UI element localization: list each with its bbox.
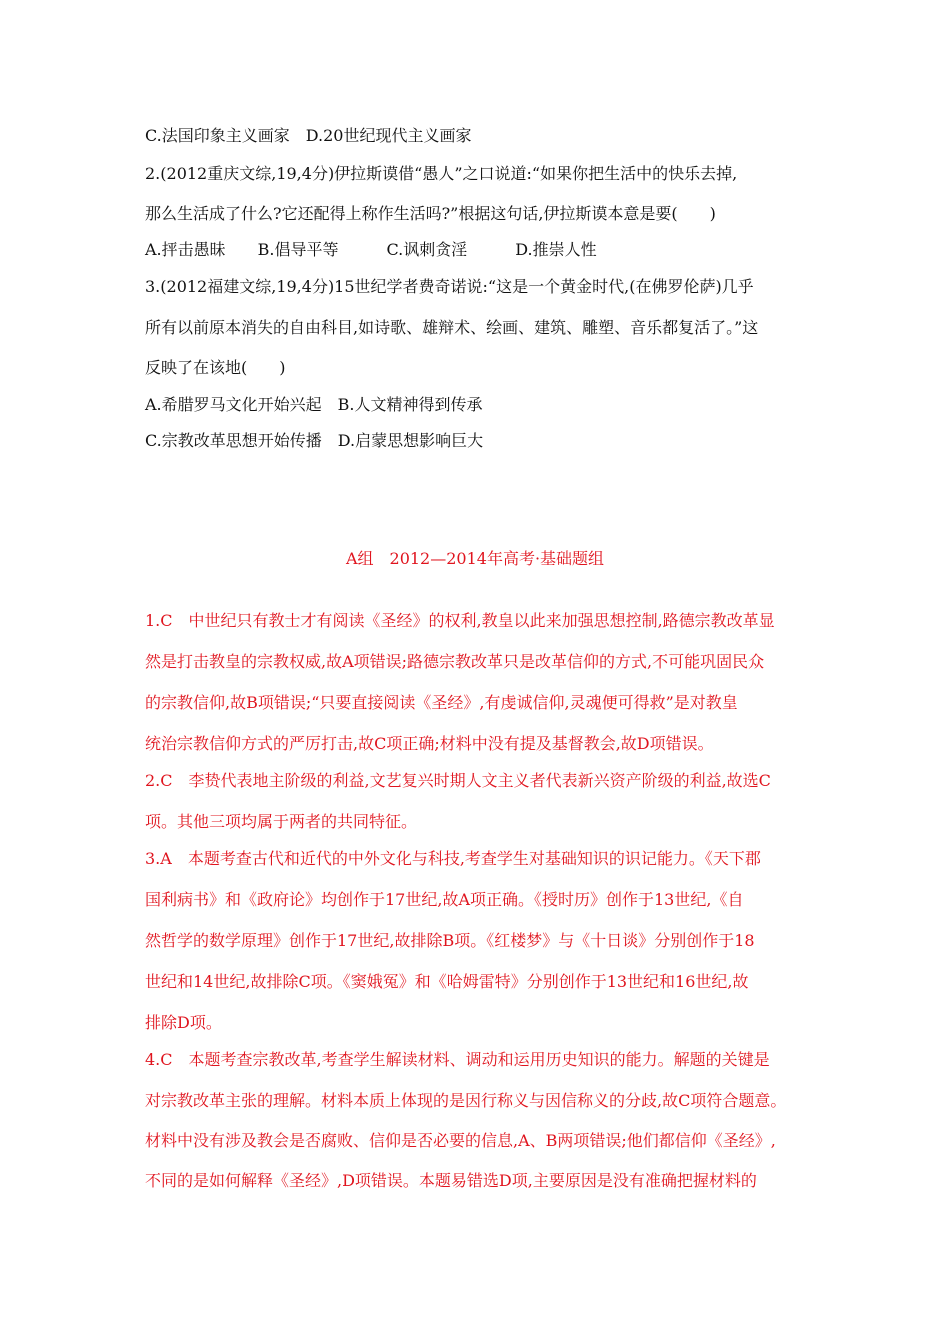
q2-stem-line1: 2.(2012重庆文综,19,4分)伊拉斯谟借“愚人”之口说道:“如果你把生活中的快乐去掉, [145,164,738,183]
q3-options-ab: A.希腊罗马文化开始兴起 B.人文精神得到传承 [145,395,483,414]
answer-1-line: 统治宗教信仰方式的严厉打击,故C项正确;材料中没有提及基督教会,故D项错误。 [145,734,714,753]
answer-4-line: 对宗教改革主张的理解。材料本质上体现的是因行称义与因信称义的分歧,故C项符合题意。 [145,1091,787,1110]
q3-stem-line1: 3.(2012福建文综,19,4分)15世纪学者费奇诺说:“这是一个黄金时代,(在佛罗伦萨)几乎 [145,277,754,296]
answer-4-line: 材料中没有涉及教会是否腐败、信仰是否必要的信息,A、B两项错误;他们都信仰《圣经》, [145,1131,776,1150]
q3-stem-line3: 反映了在该地( ) [145,358,286,377]
answer-2-line: 项。其他三项均属于两者的共同特征。 [145,812,418,831]
answer-1-line: 的宗教信仰,故B项错误;“只要直接阅读《圣经》,有虔诚信仰,灵魂便可得救”是对教皇 [145,693,738,712]
answer-4-line: 4.C 本题考查宗教改革,考查学生解读材料、调动和运用历史知识的能力。解题的关键是 [145,1050,770,1069]
q3-stem-line2: 所有以前原本消失的自由科目,如诗歌、雄辩术、绘画、建筑、雕塑、音乐都复活了。”这 [145,318,759,337]
answer-3-line: 然哲学的数学原理》创作于17世纪,故排除B项。《红楼梦》与《十日谈》分别创作于18 [145,931,755,950]
q2-options: A.抨击愚昧 B.倡导平等 C.讽刺贪淫 D.推崇人性 [145,240,597,259]
answer-3-line: 世纪和14世纪,故排除C项。《窦娥冤》和《哈姆雷特》分别创作于13世纪和16世纪,故 [145,972,749,991]
answer-section-heading: A组 2012—2014年高考·基础题组 [345,549,605,568]
answer-3-line: 3.A 本题考查古代和近代的中外文化与科技,考查学生对基础知识的识记能力。《天下郡 [145,849,761,868]
q2-stem-line2: 那么生活成了什么?它还配得上称作生活吗?”根据这句话,伊拉斯谟本意是要( ) [145,204,716,223]
q3-options-cd: C.宗教改革思想开始传播 D.启蒙思想影响巨大 [145,431,484,450]
answer-3-line: 国利病书》和《政府论》均创作于17世纪,故A项正确。《授时历》创作于13世纪,《自 [145,890,744,909]
q1-options-cd: C.法国印象主义画家 D.20世纪现代主义画家 [145,126,472,145]
answer-1-line: 1.C 中世纪只有教士才有阅读《圣经》的权利,教皇以此来加强思想控制,路德宗教改革显 [145,611,775,630]
answer-1-line: 然是打击教皇的宗教权威,故A项错误;路德宗教改革只是改革信仰的方式,不可能巩固民众 [145,652,765,671]
answer-2-line: 2.C 李贽代表地主阶级的利益,文艺复兴时期人文主义者代表新兴资产阶级的利益,故选C [145,771,771,790]
answer-4-line: 不同的是如何解释《圣经》,D项错误。本题易错选D项,主要原因是没有准确把握材料的 [145,1171,757,1190]
answer-3-line: 排除D项。 [145,1013,222,1032]
